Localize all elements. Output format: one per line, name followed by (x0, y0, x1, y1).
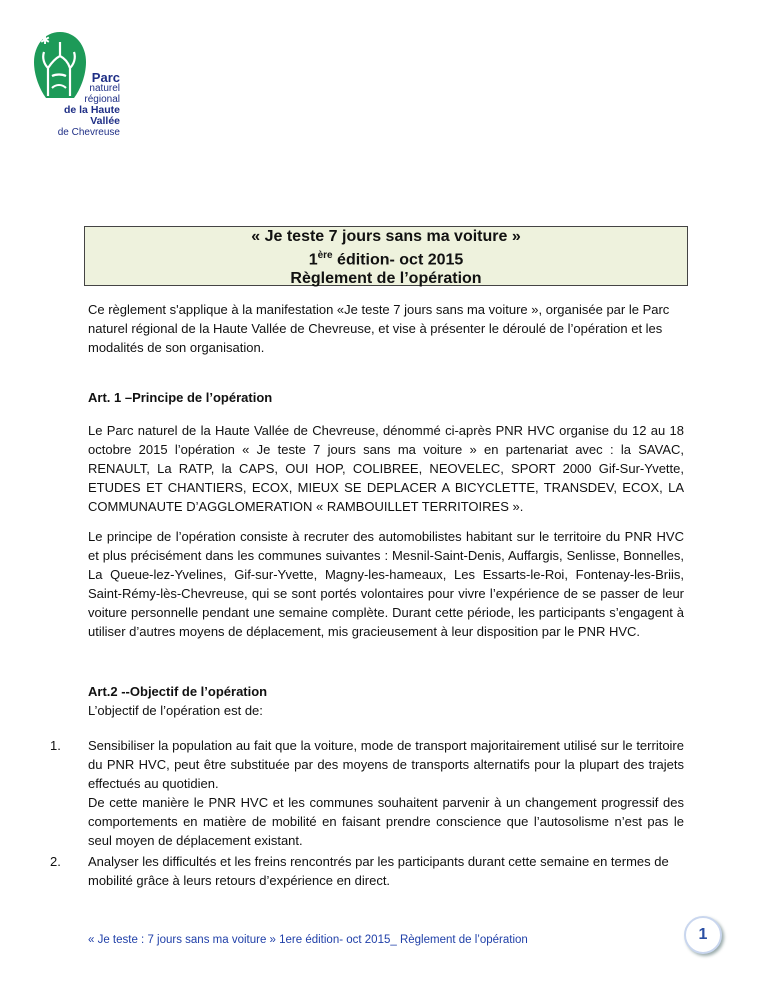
list-item-body (88, 852, 684, 890)
list-item-number: 1. (50, 738, 61, 753)
title-edition-sup: ère (317, 250, 333, 261)
logo-line-1: Parc (91, 70, 120, 85)
title-line-1: « Je teste 7 jours sans ma voiture » (251, 228, 521, 245)
art1-paragraph-1: Le Parc naturel de la Haute Vallée de Chevreuse, dénommé ci-après PNR HVC organise du 12 au 18 octobre 2015 l’opération « Je teste 7 jours sans ma voiture » en partenariat avec : la SAVAC, RENAULT, La RATP, la CAPS, OUI HOP, COLIBREE, NEOVELEC, SPORT 2000 Gif-Sur-Yvette, ETUDES ET CHANTIERS, ECOX, MIEUX SE DEPLACER A BICYCLETTE, TRANSDEV, ECOX, LA COMMUNAUTE D’AGGLOMERATION « RAMBOUILLET TERRITOIRES ». (88, 423, 684, 514)
art1-paragraph-2: Le principe de l’opération consiste à recruter des automobilistes habitant sur le territoire du PNR HVC et plus précisément dans les communes suivantes : Mesnil-Saint-Denis, Auffargis, Senlisse, Bonnelles, La Queue-lez-Yvelines, Gif-sur-Yvette, Magny-les-hameaux, Les Essarts-le-Roi, Fontenay-les-Briis, Saint-Rémy-lès-Chevreuse, qui se sont portés volontaires pour vivre l’expérience de se passer de leur voiture personnelle pendant une semaine complète. Durant cette période, les participants s’engagent à utiliser d’autres moyens de déplacement, mis gracieusement à leur disposition par le PNR HVC. (88, 529, 684, 639)
title-line-2 (85, 246, 687, 269)
art2-lead: L’objectif de l’opération est de: (88, 703, 263, 718)
logo-line-4: de la Haute Vallée (63, 104, 120, 127)
intro-paragraph: Ce règlement s'applique à la manifestation «Je teste 7 jours sans ma voiture », organisée par le Parc naturel régional de la Haute Vallée de Chevreuse, et vise à présenter le déroulé de l’opération et les modalités de son organisation. (88, 302, 670, 355)
page-number-badge: 1 (684, 916, 722, 954)
svg-text:✱: ✱ (40, 33, 51, 47)
list-item-text: Analyser les difficultés et les freins rencontrés par les participants durant cette semaine en termes de mobilité grâce à leurs retours d’expérience en direct. (88, 854, 669, 888)
page-footer: « Je teste : 7 jours sans ma voiture » 1ere édition- oct 2015_ Règlement de l’opération (88, 934, 528, 946)
art1-heading: Art. 1 –Principe de l’opération (88, 390, 273, 405)
logo-line-2: naturel (89, 83, 120, 94)
art2-heading: Art.2 --Objectif de l’opération (88, 684, 268, 699)
list-item-text: Sensibiliser la population au fait que la voiture, mode de transport majoritairement utilisé sur le territoire du PNR HVC, peut être substituée par des moyens de transports alternatifs pour la plupart des trajets effectués au quotidien. (88, 738, 684, 791)
logo-line-3: régional (84, 94, 120, 105)
logo-line-5: de Chevreuse (57, 127, 120, 138)
logo-wordmark (38, 72, 120, 138)
list-item-body (88, 736, 684, 850)
title-edition-rest: édition- oct 2015 (332, 251, 464, 269)
title-line-3: Règlement de l’opération (290, 270, 482, 288)
list-item-text-continued: De cette manière le PNR HVC et les communes souhaitent parvenir à un changement progressif des comportements en matière de mobilité en faisant prendre conscience que l’autosolisme n’est pas le seul moyen de déplacement existant. (88, 795, 684, 848)
document-title-box (84, 226, 688, 286)
list-item-number: 2. (50, 854, 61, 869)
park-logo (30, 28, 120, 136)
title-edition-number: 1 (308, 251, 318, 269)
